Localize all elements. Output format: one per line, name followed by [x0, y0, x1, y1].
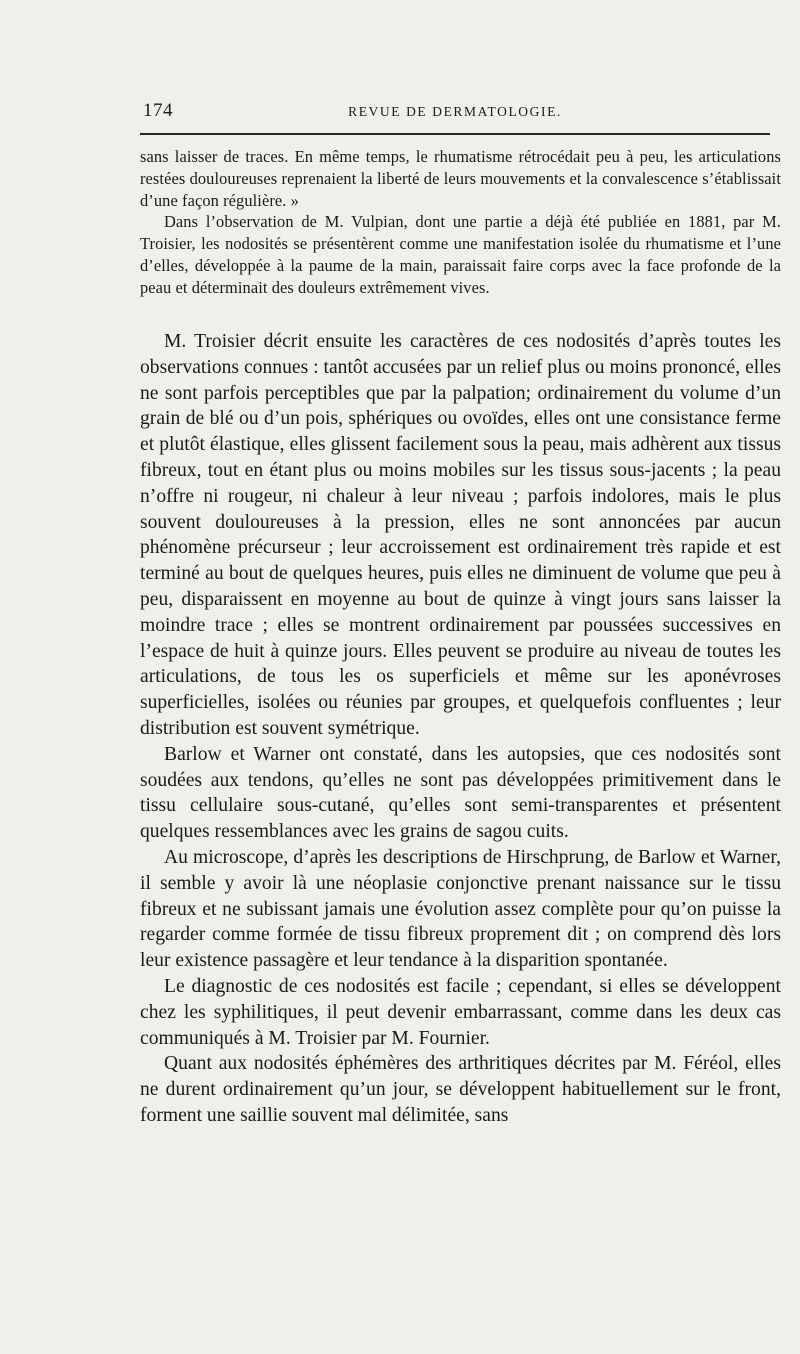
paragraph: sans laisser de traces. En même temps, le rhumatisme rétrocédait peu à peu, les articulations restées douloureuses reprenaient la liberté de leurs mouvements et la convalescence s’établissait d’une façon régulière. » — [140, 147, 781, 210]
main-text — [140, 329, 781, 1129]
page-header — [140, 100, 770, 126]
paragraph: Quant aux nodosités éphémères des arthritiques décrites par M. Féréol, elles ne durent ordinairement qu’un jour, se développent habituellement sur le front, forment une saillie souvent mal délimitée, sans — [140, 1053, 781, 1126]
page-number: 174 — [143, 100, 173, 121]
paragraph: Au microscope, d’après les descriptions de Hirschprung, de Barlow et Warner, il semble y avoir là une néoplasie conjonctive prenant naissance sur le tissu fibreux et ne subissant jamais une évolution assez complète pour qu’on puisse la regarder comme formée de tissu fibreux proprement dit ; on comprend dès lors leur existence passagère et leur tendance à la disparition spontanée. — [140, 846, 781, 972]
paragraph: M. Troisier décrit ensuite les caractères de ces nodosités d’après toutes les observations connues : tantôt accusées par un relief plus ou moins prononcé, elles ne sont parfois perceptibles que par la palpation; ordinairement du volume d’un grain de blé ou d’un pois, sphériques ou ovoïdes, elles ont une consistance ferme et plutôt élastique, elles glissent facilement sous la peau, mais adhèrent aux tissus fibreux, tout en étant plus ou moins mobiles sur les tissus sous-jacents ; la peau n’offre ni rougeur, ni chaleur à leur niveau ; parfois indolores, mais le plus souvent douloureuses à la pression, elles ne sont annoncées par aucun phénomène précurseur ; leur accroissement est ordinairement très rapide et est terminé au bout de quelques heures, puis elles ne diminuent de volume que peu à peu, disparaissent en moyenne au bout de quinze à vingt jours sans laisser la moindre trace ; elles se montrent ordinairement par poussées successives en l’espace de huit à quinze jours. Elles peuvent se produire au niveau de toutes les articulations, de tous les os superficiels et même sur les aponévroses superficielles, isolées ou réunies par groupes, et quelquefois confluentes ; leur distribution est souvent symétrique. — [140, 331, 781, 739]
paragraph: Dans l’observation de M. Vulpian, dont une partie a déjà été publiée en 1881, par M. Troisier, les nodosités se présentèrent comme une manifestation isolée du rhumatisme et l’une d’elles, développée à la paume de la main, paraissait faire corps avec la face profonde de la peau et déterminait des douleurs extrêmement vives. — [140, 212, 781, 297]
quoted-observation — [140, 146, 781, 299]
paragraph: Le diagnostic de ces nodosités est facile ; cependant, si elles se développent chez les syphilitiques, il peut devenir embarrassant, comme dans les deux cas communiqués à M. Troisier par M. Fournier. — [140, 975, 781, 1049]
running-title: REVUE DE DERMATOLOGIE. — [348, 104, 562, 119]
header-rule — [140, 133, 770, 135]
paragraph: Barlow et Warner ont constaté, dans les autopsies, que ces nodosités sont soudées aux tendons, qu’elles ne sont pas développées primitivement dans le tissu cellulaire sous-cutané, qu’elles sont semi-transparentes et présentent quelques ressemblances avec les grains de sagou cuits. — [140, 743, 781, 843]
